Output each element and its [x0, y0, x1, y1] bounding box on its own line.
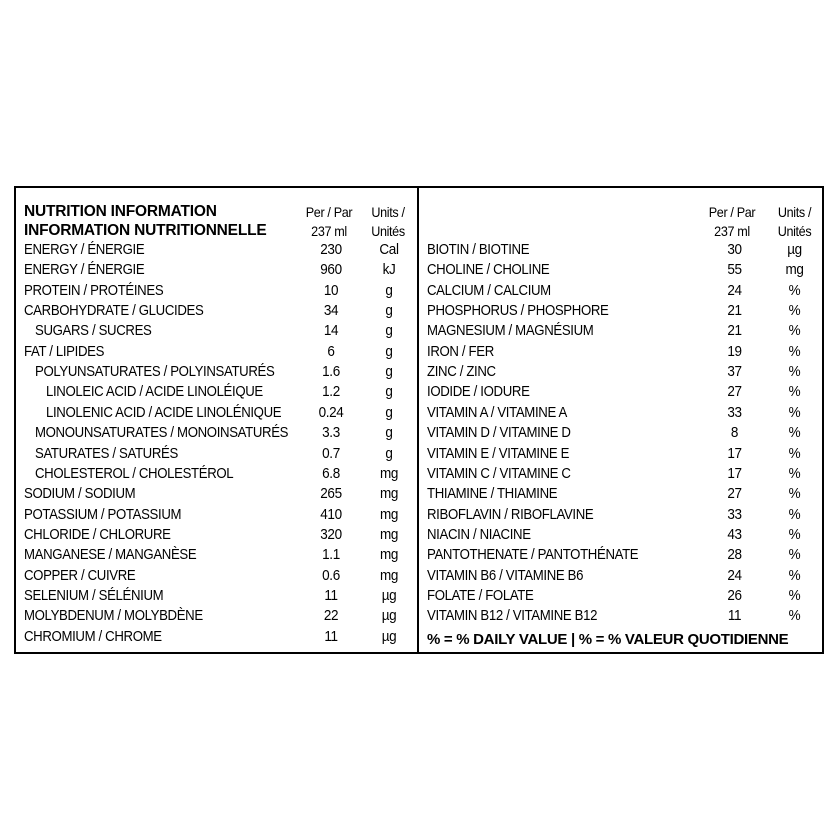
nutrient-amount: 21	[727, 322, 742, 340]
nutrient-name: FAT / LIPIDES	[24, 342, 105, 360]
per-header-volume: 237 ml	[311, 223, 347, 239]
nutrient-amount: 37	[727, 363, 742, 381]
nutrient-amount: 43	[727, 525, 742, 543]
nutrient-row	[419, 505, 824, 525]
nutrient-row	[419, 281, 824, 301]
nutrient-unit: %	[788, 444, 801, 462]
left-header-row-2	[16, 221, 417, 241]
per-header-volume: 237 ml	[714, 223, 750, 239]
nutrient-unit: µg	[381, 627, 397, 645]
nutrient-name: VITAMIN E / VITAMINE E	[427, 444, 570, 462]
nutrient-name: SATURATES / SATURÉS	[35, 444, 178, 462]
nutrient-name: SELENIUM / SÉLÉNIUM	[24, 586, 164, 604]
nutrient-unit: µg	[381, 607, 397, 625]
nutrient-amount: 1.1	[322, 546, 340, 564]
nutrient-name: VITAMIN A / VITAMINE A	[427, 403, 567, 421]
nutrient-name: PROTEIN / PROTÉINES	[24, 281, 164, 299]
footnote-text: % = % DAILY VALUE | % = % VALEUR QUOTIDIENNE	[427, 631, 789, 648]
nutrient-amount: 0.7	[322, 444, 340, 462]
nutrient-unit: mg	[379, 464, 399, 482]
nutrient-unit: %	[788, 586, 801, 604]
nutrient-name: CHROMIUM / CHROME	[24, 627, 162, 645]
nutrient-row	[16, 362, 417, 382]
nutrient-row	[419, 403, 824, 423]
nutrient-unit: µg	[787, 241, 802, 258]
right-header-row-1	[419, 202, 824, 222]
nutrient-amount: 960	[320, 261, 342, 279]
nutrient-unit: %	[788, 322, 801, 340]
title-en: NUTRITION INFORMATION	[24, 203, 217, 220]
right-header-row-2	[419, 221, 824, 241]
nutrient-amount: 11	[324, 586, 338, 604]
nutrient-row	[16, 281, 417, 301]
nutrient-unit: mg	[379, 546, 399, 564]
nutrient-amount: 8	[730, 424, 739, 442]
nutrient-row	[419, 444, 824, 464]
nutrient-unit: mg	[379, 485, 399, 503]
nutrient-row	[419, 464, 824, 484]
nutrient-name: MOLYBDENUM / MOLYBDÈNE	[24, 607, 203, 625]
nutrient-unit: %	[788, 424, 801, 442]
nutrient-unit: mg	[379, 505, 399, 523]
nutrient-unit: mg	[379, 566, 399, 584]
nutrient-amount: 27	[727, 485, 742, 503]
nutrient-row	[16, 342, 417, 362]
nutrient-amount: 27	[727, 383, 742, 401]
nutrient-unit: %	[788, 546, 801, 564]
nutrient-name: PHOSPHORUS / PHOSPHORE	[427, 302, 609, 320]
nutrient-row	[419, 566, 824, 586]
nutrient-name: VITAMIN B12 / VITAMINE B12	[427, 607, 598, 625]
nutrient-amount: 11	[324, 627, 338, 645]
nutrient-amount: 28	[727, 546, 742, 564]
nutrient-name: IODIDE / IODURE	[427, 383, 530, 401]
nutrient-row	[419, 362, 824, 382]
nutrient-name: VITAMIN C / VITAMINE C	[427, 464, 571, 482]
nutrient-unit: g	[385, 363, 393, 381]
nutrient-amount: 265	[320, 485, 342, 503]
nutrient-row	[419, 382, 824, 402]
nutrient-amount: 6.8	[322, 464, 340, 482]
nutrient-row	[419, 240, 824, 260]
nutrient-amount: 24	[727, 281, 742, 299]
nutrient-name: CHLORIDE / CHLORURE	[24, 525, 171, 543]
nutrient-row	[16, 444, 417, 464]
per-header: Per / Par	[305, 204, 353, 220]
units-header-fr: Unités	[777, 223, 812, 239]
nutrient-unit: %	[788, 383, 801, 401]
nutrient-row	[16, 423, 417, 443]
nutrient-row	[16, 627, 417, 647]
nutrient-name: THIAMINE / THIAMINE	[427, 485, 558, 503]
nutrient-row	[419, 342, 824, 362]
nutrient-amount: 17	[727, 464, 742, 482]
nutrient-unit: µg	[381, 586, 397, 604]
nutrient-amount: 34	[323, 302, 339, 320]
nutrient-amount: 0.24	[318, 403, 344, 421]
nutrient-name: POLYUNSATURATES / POLYINSATURÉS	[35, 363, 275, 381]
nutrient-amount: 14	[323, 322, 339, 340]
nutrient-amount: 11	[727, 607, 742, 625]
nutrient-amount: 19	[727, 342, 742, 360]
nutrient-name: BIOTIN / BIOTINE	[427, 241, 530, 258]
nutrient-amount: 410	[320, 505, 342, 523]
nutrient-unit: kJ	[382, 261, 396, 279]
nutrient-name: POTASSIUM / POTASSIUM	[24, 505, 182, 523]
nutrient-row	[16, 403, 417, 423]
nutrient-name: COPPER / CUIVRE	[24, 566, 136, 584]
nutrient-name: SUGARS / SUCRES	[35, 322, 152, 340]
nutrient-unit: %	[788, 607, 801, 625]
nutrient-unit: Cal	[379, 241, 399, 258]
nutrient-row	[16, 606, 417, 626]
nutrient-name: ZINC / ZINC	[427, 363, 496, 381]
nutrient-row	[16, 525, 417, 545]
nutrient-name: ENERGY / ÉNERGIE	[24, 241, 145, 258]
nutrient-row	[16, 545, 417, 565]
nutrient-name: RIBOFLAVIN / RIBOFLAVINE	[427, 505, 594, 523]
nutrient-name: MONOUNSATURATES / MONOINSATURÉS	[35, 424, 289, 442]
nutrient-amount: 0.6	[322, 566, 340, 584]
nutrient-row	[16, 464, 417, 484]
nutrient-row	[16, 586, 417, 606]
nutrient-unit: %	[788, 281, 801, 299]
nutrient-unit: g	[385, 444, 393, 462]
nutrient-name: NIACIN / NIACINE	[427, 525, 531, 543]
units-header-fr: Unités	[371, 223, 405, 239]
nutrient-unit: mg	[379, 525, 399, 543]
nutrient-name: VITAMIN D / VITAMINE D	[427, 424, 571, 442]
nutrient-name: CALCIUM / CALCIUM	[427, 281, 551, 299]
nutrient-unit: mg	[785, 261, 804, 279]
nutrient-name: IRON / FER	[427, 342, 494, 360]
nutrient-amount: 33	[727, 505, 742, 523]
nutrient-name: MANGANESE / MANGANÈSE	[24, 546, 197, 564]
nutrient-name: PANTOTHENATE / PANTOTHÉNATE	[427, 546, 639, 564]
nutrient-row	[16, 301, 417, 321]
nutrient-row	[419, 321, 824, 341]
nutrient-unit: %	[788, 566, 801, 584]
nutrient-unit: g	[385, 403, 393, 421]
nutrient-row	[419, 606, 824, 626]
nutrient-unit: g	[385, 383, 393, 401]
nutrient-row	[16, 382, 417, 402]
units-header: Units /	[371, 204, 405, 220]
nutrient-amount: 3.3	[322, 424, 340, 442]
nutrient-unit: %	[788, 464, 801, 482]
daily-value-footnote	[419, 630, 824, 650]
nutrient-unit: %	[788, 302, 801, 320]
nutrient-name: LINOLEIC ACID / ACIDE LINOLÉIQUE	[46, 383, 263, 401]
nutrient-unit: %	[788, 363, 801, 381]
nutrient-amount: 320	[320, 525, 342, 543]
nutrient-name: MAGNESIUM / MAGNÉSIUM	[427, 322, 594, 340]
nutrient-row	[16, 505, 417, 525]
nutrient-row	[16, 240, 417, 260]
nutrient-row	[16, 260, 417, 280]
nutrient-amount: 55	[727, 261, 742, 279]
nutrient-name: SODIUM / SODIUM	[24, 485, 136, 503]
title-fr: INFORMATION NUTRITIONNELLE	[24, 222, 267, 239]
nutrient-row	[16, 566, 417, 586]
nutrient-amount: 33	[727, 403, 742, 421]
nutrient-unit: g	[385, 322, 393, 340]
nutrient-amount: 6	[327, 342, 335, 360]
nutrient-row	[419, 260, 824, 280]
left-header-row-1	[16, 202, 417, 222]
nutrient-unit: g	[385, 281, 393, 299]
nutrient-amount: 24	[727, 566, 742, 584]
nutrient-name: CHOLESTEROL / CHOLESTÉROL	[35, 464, 234, 482]
nutrient-unit: g	[385, 302, 393, 320]
nutrient-amount: 230	[320, 241, 342, 258]
nutrient-row	[16, 484, 417, 504]
nutrient-amount: 26	[727, 586, 742, 604]
left-column	[16, 188, 417, 652]
nutrient-unit: %	[788, 505, 801, 523]
nutrient-name: FOLATE / FOLATE	[427, 586, 534, 604]
nutrient-name: CHOLINE / CHOLINE	[427, 261, 550, 279]
nutrient-name: LINOLENIC ACID / ACIDE LINOLÉNIQUE	[46, 403, 282, 421]
nutrient-unit: %	[788, 485, 801, 503]
nutrient-unit: %	[788, 403, 801, 421]
nutrient-amount: 1.2	[322, 383, 340, 401]
nutrient-row	[419, 484, 824, 504]
nutrient-row	[419, 586, 824, 606]
nutrient-name: CARBOHYDRATE / GLUCIDES	[24, 302, 204, 320]
nutrient-name: ENERGY / ÉNERGIE	[24, 261, 145, 279]
nutrient-row	[419, 545, 824, 565]
nutrient-row	[419, 423, 824, 443]
nutrient-unit: %	[788, 342, 801, 360]
nutrient-row	[419, 301, 824, 321]
nutrient-row	[419, 525, 824, 545]
per-header: Per / Par	[708, 204, 756, 220]
units-header: Units /	[777, 204, 812, 220]
nutrient-amount: 21	[727, 302, 742, 320]
nutrient-unit: g	[385, 424, 393, 442]
nutrient-amount: 17	[727, 444, 742, 462]
nutrient-amount: 22	[323, 607, 339, 625]
nutrient-amount: 30	[727, 241, 742, 258]
nutrient-amount: 10	[323, 281, 339, 299]
nutrient-unit: %	[788, 525, 801, 543]
nutrient-row	[16, 321, 417, 341]
nutrition-table	[14, 186, 824, 654]
nutrient-amount: 1.6	[322, 363, 340, 381]
nutrient-name: VITAMIN B6 / VITAMINE B6	[427, 566, 584, 584]
right-column	[419, 188, 824, 652]
nutrient-unit: g	[385, 342, 393, 360]
